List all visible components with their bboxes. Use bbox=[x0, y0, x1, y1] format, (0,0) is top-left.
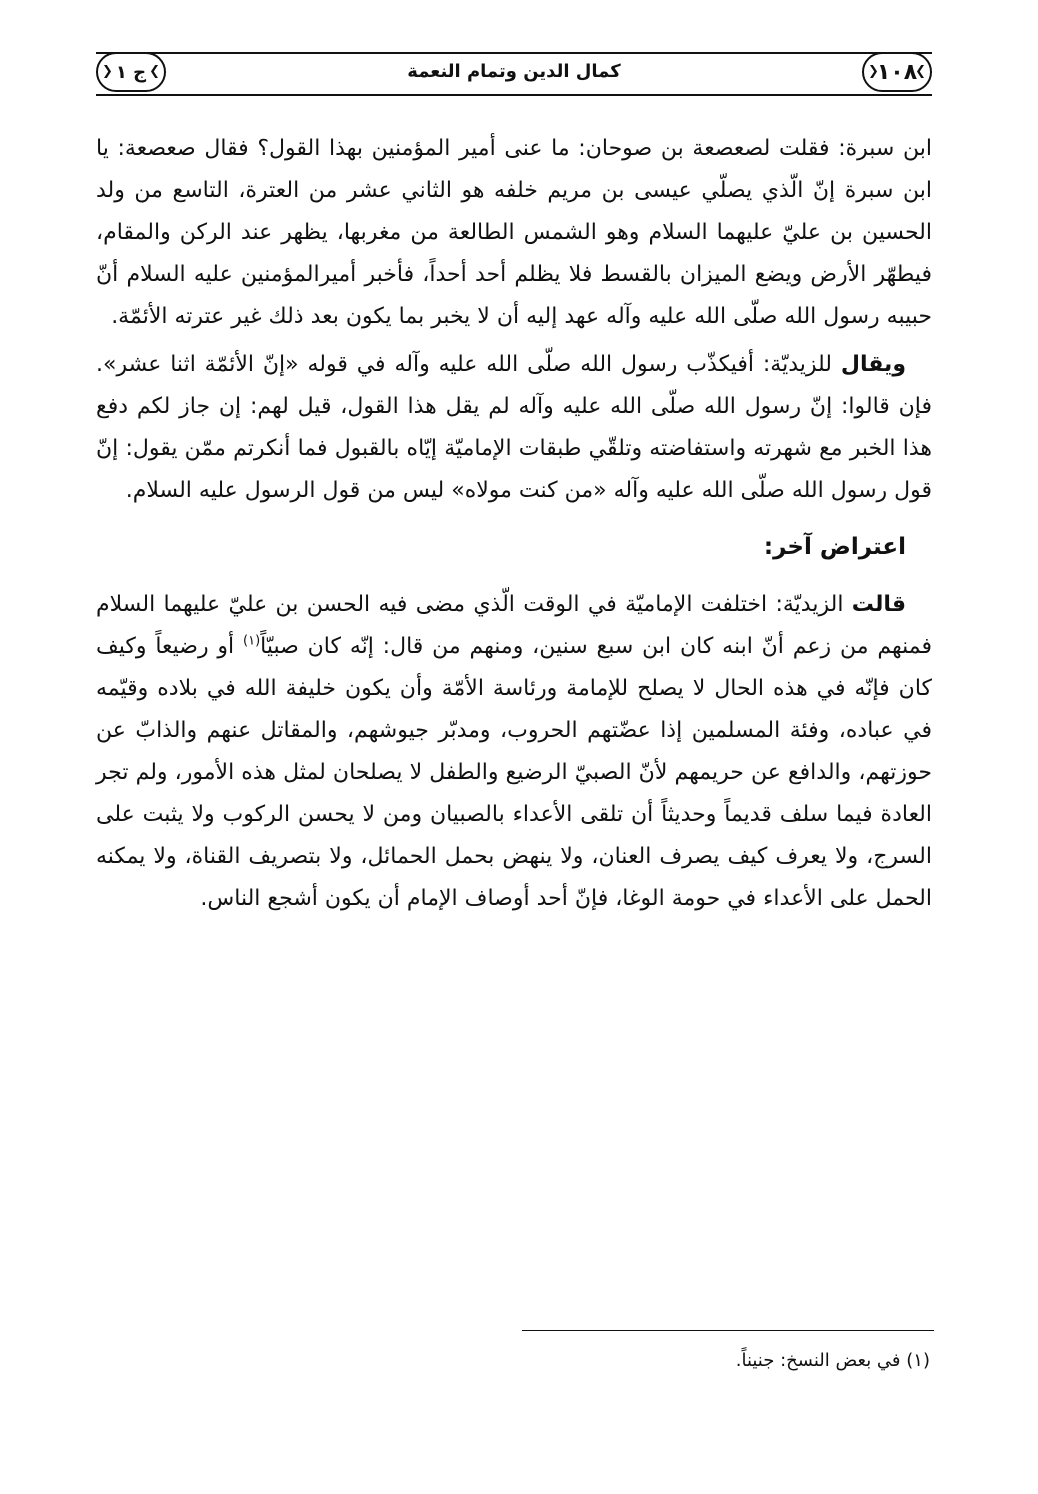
paragraph bbox=[96, 128, 932, 338]
footnote: (١) في بعض النسخ: جنيناً. bbox=[735, 1350, 930, 1371]
paragraph bbox=[96, 344, 932, 512]
paragraph-text: أو رضيعاً وكيف كان فإنّه في هذه الحال لا يصلح للإمامة ورئاسة الأمّة وأن يكون خليفة الله في بلاده وقيّمه في عباده، وفئة المسلمين إذا عضّتهم الحروب، ومدبّر جيوشهم، والمقاتل عنهم والذابّ عن حوزتهم، والدافع عن حريمهم لأنّ الصبيّ الرضيع والطفل لا يصلحان لمثل هذه الأمور، ولم تجر العادة فيما سلف قديماً وحديثاً أن تلقى الأعداء بالصبيان ومن لا يحسن الركوب ولا يثبت على السرج، ولا يعرف كيف يصرف العنان، ولا ينهض بحمل الحمائل، ولا بتصريف القناة، ولا يمكنه الحمل على الأعداء في حومة الوغا، فإنّ أحد أوصاف الإمام أن يكون أشجع الناس. bbox=[96, 634, 932, 911]
section-heading: اعتراض آخر: bbox=[763, 534, 906, 560]
footnote-marker[interactable]: (١) bbox=[243, 633, 261, 649]
volume-cap bbox=[96, 52, 166, 92]
page-number: ١٠٨ bbox=[876, 59, 918, 85]
paragraph-text: ابن سبرة: فقلت لصعصعة بن صوحان: ما عنى أمير المؤمنين بهذا القول؟ فقال صعصعة: يا ابن سبرة إنّ الّذي يصلّي عيسى بن مريم خلفه هو الثاني عشر من العترة، التاسع من ولد الحسين بن عليّ عليهما السلام وهو الشمس الطالعة من مغربها، يظهر عند الركن والمقام، فيطهّر الأرض ويضع الميزان بالقسط فلا يظلم أحد أحداً، فأخبر أميرالمؤمنين عليه السلام أنّ حبيبه رسول الله صلّى الله عليه وآله عهد إليه أن لا يخبر بما يكون بعد ذلك غير عترته الأئمّة. bbox=[96, 136, 932, 329]
paragraph-text: الزيديّة: اختلفت الإماميّة في الوقت الّذي مضى فيه الحسن بن عليّ عليهما السلام فمنهم من زعم أنّ ابنه كان ابن سبع سنين، ومنهم من قال: إنّه كان صبيّاً bbox=[96, 592, 932, 659]
ornament-icon: ❯ bbox=[149, 64, 160, 79]
volume-label: ج ١ bbox=[115, 61, 147, 83]
paragraph-lead-word: ويقال bbox=[840, 352, 906, 377]
ornament-icon: ❮ bbox=[868, 64, 879, 79]
footnote-divider bbox=[522, 1330, 934, 1331]
main-text bbox=[96, 128, 932, 920]
book-title: كمال الدين وتمام النعمة bbox=[407, 61, 621, 82]
paragraph bbox=[96, 584, 932, 920]
paragraph-text: للزيديّة: أفيكذّب رسول الله صلّى الله عليه وآله في قوله «إنّ الأئمّة اثنا عشر». فإن قالوا: إنّ رسول الله صلّى الله عليه وآله لم يقل هذا القول، قيل لهم: إن جاز لكم دفع هذا الخبر مع شهرته واستفاضته وتلقّي طبقات الإماميّة إيّاه بالقبول فما أنكرتم ممّن يقول: إنّ قول رسول الله صلّى الله عليه وآله «من كنت مولاه» ليس من قول الرسول عليه السلام. bbox=[96, 352, 932, 503]
page-number-cap bbox=[862, 52, 932, 92]
running-header bbox=[96, 52, 932, 96]
ornament-icon: ❯ bbox=[915, 64, 926, 79]
paragraph-lead-word: قالت bbox=[851, 592, 906, 617]
ornament-icon: ❮ bbox=[102, 64, 113, 79]
